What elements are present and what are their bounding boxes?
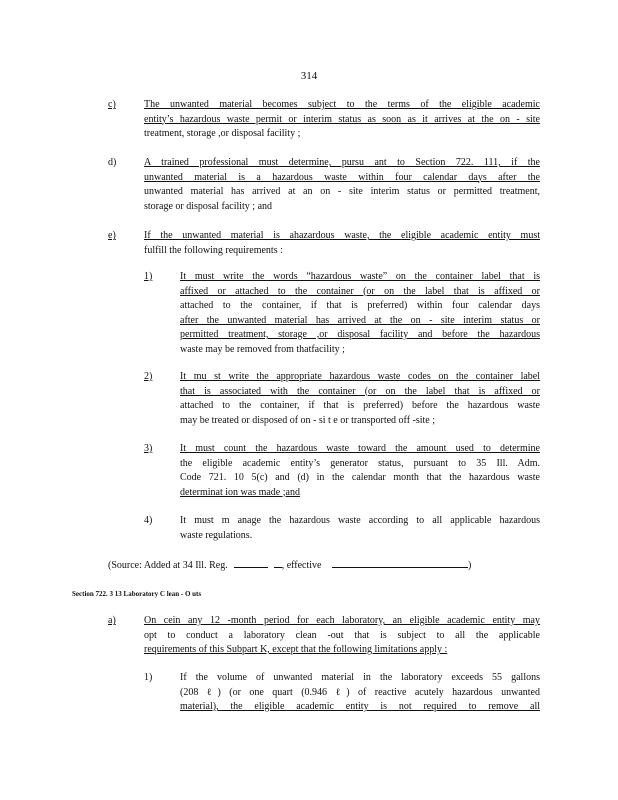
text-line: attached to the container, if that is preferred) before the hazardous waste (180, 400, 540, 411)
text-line: unwanted material has arrived at an on - site interim status or permitted treatment, (144, 186, 540, 197)
text-line: (208 ℓ) (or one quart (0.946 ℓ) of reactive acutely hazardous unwanted (180, 686, 540, 698)
text-line: fulfill the following requirements : (144, 244, 283, 256)
item-label: c) (108, 99, 116, 110)
date-blank (332, 557, 468, 568)
text-line: after the unwanted material has arrived at the on - site interim status or (180, 314, 540, 326)
text-line: treatment, storage ,or disposal facility ; (144, 128, 301, 139)
text-line: It must write the words “hazardous waste” on the container label that is (180, 271, 540, 282)
item-body (144, 98, 540, 142)
item-label: 2) (144, 371, 153, 382)
item-label: 1) (144, 672, 153, 683)
page-number: 314 (300, 70, 318, 82)
item-body (180, 370, 540, 428)
text-line: unwanted material is a hazardous waste within four calendar days after the (144, 171, 540, 183)
item-body (180, 442, 540, 500)
text-line: determinat ion was made ;and (180, 486, 300, 498)
item-body (144, 229, 540, 258)
text-line: affixed or attached to the container (or on the label that is affixed or (180, 285, 540, 297)
text-line: requirements of this Subpart K, except that the following limitations apply : (144, 644, 448, 655)
item-label: 1) (144, 271, 153, 282)
source-note (108, 557, 540, 574)
item-label: d) (108, 157, 117, 168)
text-line: The unwanted material becomes subject to the terms of the eligible academic (144, 99, 540, 110)
item-body (180, 514, 540, 543)
item-body (144, 614, 540, 658)
item-label: a) (108, 615, 116, 626)
volume-blank (234, 557, 268, 568)
item-label: 3) (144, 443, 153, 454)
source-close: ) (468, 560, 472, 571)
text-line: that is associated with the container (or on the label that is affixed or (180, 385, 540, 397)
text-line: If the volume of unwanted material in the laboratory exceeds 55 gallons (180, 672, 540, 683)
text-line: It must m anage the hazardous waste according to all applicable hazardous (180, 515, 540, 526)
text-line: A trained professional must determine, pursu ant to Section 722. 111, if the (144, 157, 540, 168)
text-line: Code 721. 10 5(c) and (d) in the calendar month that the hazardous waste (180, 472, 540, 483)
item-label: 4) (144, 515, 153, 526)
text-line: the eligible academic entity’s generator status, pursuant to 35 Ill. Adm. (180, 457, 540, 469)
text-line: may be treated or disposed of on - si t e or transported off -site ; (180, 414, 436, 426)
item-label: e) (108, 230, 116, 241)
item-body (144, 156, 540, 214)
text-line: If the unwanted material is ahazardous waste, the eligible academic entity must (144, 230, 540, 241)
text-line: It mu st write the appropriate hazardous waste codes on the container label (180, 371, 540, 382)
text-line: opt to conduct a laboratory clean -out that is subject to all the applicable (144, 629, 540, 641)
text-line: On cein any 12 -month period for each laboratory, an eligible academic entity may (144, 615, 540, 626)
text-line: waste regulations. (180, 529, 253, 541)
text-line: waste may be removed from thatfacility ; (180, 343, 345, 355)
text-line: material), the eligible academic entity is not required to remove all (180, 701, 540, 712)
item-body (180, 671, 540, 715)
text-line: entity’s hazardous waste permit or interim status as soon as it arrives at the on - site (144, 113, 540, 125)
text-line: permitted treatment, storage ,or disposal facility and before the hazardous (180, 329, 540, 340)
source-effective: , effective (281, 560, 322, 571)
page-blank (274, 557, 282, 568)
source-prefix: (Source: Added at 34 Ill. Reg. (108, 560, 228, 571)
item-body (180, 270, 540, 357)
text-line: storage or disposal facility ; and (144, 200, 273, 212)
section-heading: Section 722. 3 13 Laboratory C lean - O uts (72, 590, 202, 598)
text-line: It must count the hazardous waste toward the amount used to determine (180, 443, 540, 454)
text-line: attached to the container, if that is preferred) within four calendar days (180, 300, 540, 311)
